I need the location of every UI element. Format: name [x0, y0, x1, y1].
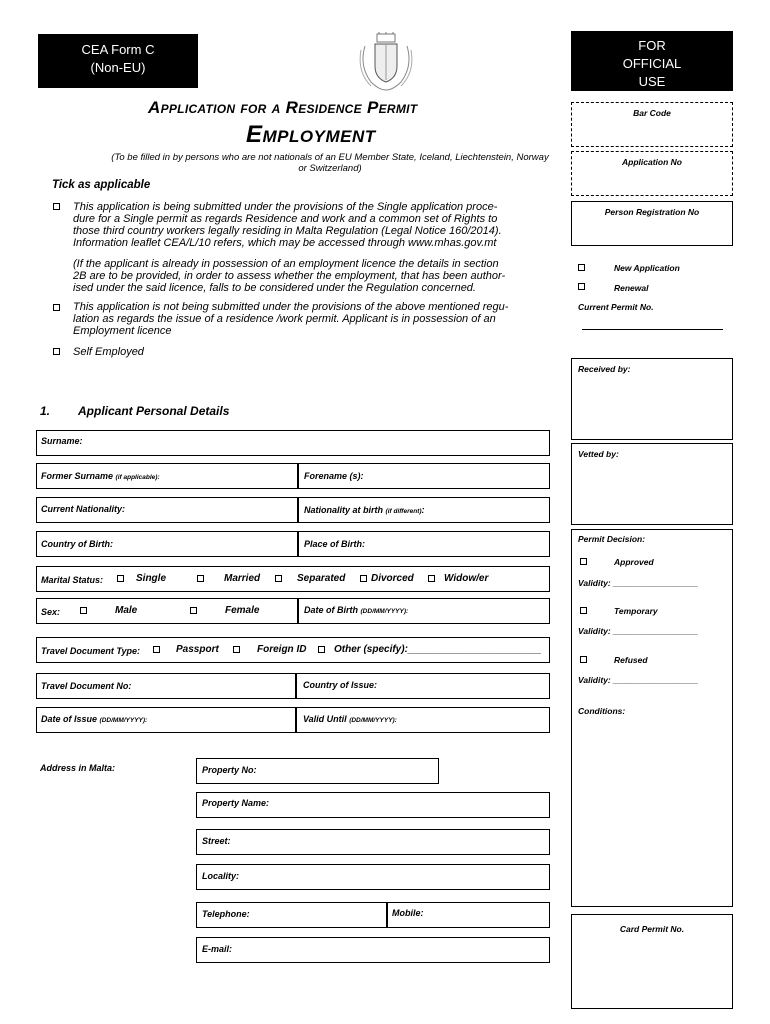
renewal-checkbox[interactable] [578, 283, 585, 290]
if-applicable-note: (if applicable): [115, 474, 160, 481]
former-surname-label [41, 471, 160, 481]
sex-label: Sex: [41, 607, 61, 617]
tick-option1-line4: Information leaflet CEA/L/10 refers, which may be accessed through www.mhas.gov.mt [73, 237, 497, 249]
valid-until-field[interactable] [296, 707, 550, 733]
current-permit-line[interactable] [582, 329, 723, 330]
title-line2: Employment [246, 121, 376, 148]
bar-code-box [571, 102, 733, 147]
tick-option2-text [73, 301, 553, 337]
divorced-label: Divorced [371, 573, 414, 584]
country-birth-label: Country of Birth: [41, 539, 113, 549]
current-nationality-label: Current Nationality: [41, 504, 126, 514]
valid-until-text: Valid Until [303, 714, 347, 724]
renewal-label: Renewal [614, 283, 649, 293]
female-checkbox[interactable] [190, 607, 197, 614]
official-line2: OFFICIAL [622, 56, 682, 71]
permit-decision-box [571, 529, 733, 907]
locality-field[interactable] [196, 864, 550, 890]
person-reg-no-label: Person Registration No [604, 207, 700, 217]
new-application-checkbox[interactable] [578, 264, 585, 271]
widow-checkbox[interactable] [428, 575, 435, 582]
nationality-birth-field[interactable] [298, 497, 550, 523]
single-label: Single [136, 573, 167, 584]
temporary-validity: Validity: __________________ [578, 626, 699, 636]
card-permit-label: Card Permit No. [619, 924, 685, 934]
tick-note-line3: ised under the said licence, falls to be considered under the Regulation concerned. [73, 282, 476, 294]
nationality-birth-label: Nationality at birth (if different): [304, 505, 425, 515]
divorced-checkbox[interactable] [360, 575, 367, 582]
surname-field[interactable] [36, 430, 550, 456]
mobile-label: Mobile: [392, 908, 424, 918]
property-name-label: Property Name: [202, 798, 270, 808]
current-nationality-field[interactable] [36, 497, 298, 523]
surname-label: Surname: [41, 436, 83, 446]
email-field[interactable] [196, 937, 550, 963]
approved-checkbox[interactable] [580, 558, 587, 565]
current-permit-label: Current Permit No. [578, 302, 654, 312]
official-use-box [571, 31, 733, 91]
subtitle-line2: or Switzerland) [298, 163, 362, 174]
section1-title: Applicant Personal Details [78, 404, 230, 418]
foreign-id-label: Foreign ID [257, 644, 307, 655]
permit-decision-label: Permit Decision: [578, 534, 646, 544]
street-label: Street: [202, 836, 231, 846]
tick-option2-checkbox[interactable] [53, 304, 60, 311]
tick-option1-text [73, 201, 553, 249]
male-checkbox[interactable] [80, 607, 87, 614]
refused-label: Refused [614, 655, 648, 665]
telephone-field[interactable] [196, 902, 387, 928]
nationality-birth-text: Nationality at birth [304, 505, 384, 515]
official-line1: FOR [638, 38, 666, 53]
valid-until-label [303, 714, 397, 724]
official-line3: USE [638, 74, 666, 89]
new-application-label: New Application [614, 263, 680, 273]
application-no-label: Application No [622, 157, 682, 167]
dob-text: Date of Birth [304, 605, 358, 615]
female-label: Female [225, 605, 260, 616]
travel-doc-no-label: Travel Document No: [41, 681, 132, 691]
country-issue-field[interactable] [296, 673, 550, 699]
person-reg-no-box [571, 201, 733, 246]
received-by-label: Received by: [578, 364, 631, 374]
email-label: E-mail: [202, 944, 233, 954]
tick-option2-line2: lation as regards the issue of a residence /work permit. Applicant is in possession of an [73, 313, 496, 325]
separated-label: Separated [297, 573, 346, 584]
form-code-line1: CEA Form C [81, 42, 155, 57]
date-issue-label [41, 714, 147, 724]
tick-option2-line3: Employment licence [73, 325, 172, 337]
place-birth-label: Place of Birth: [304, 539, 366, 549]
if-different-note: (if different) [385, 508, 422, 515]
form-code-box [38, 34, 198, 88]
tick-heading: Tick as applicable [52, 179, 151, 191]
tick-option2-line1: This application is not being submitted under the provisions of the above mentioned regu- [73, 301, 509, 313]
property-no-field[interactable] [196, 758, 439, 784]
tick-note-line1: (If the applicant is already in possession of an employment licence the details in section [73, 258, 499, 270]
married-checkbox[interactable] [197, 575, 204, 582]
travel-doc-type-field [36, 637, 550, 663]
male-label: Male [115, 605, 138, 616]
forename-field[interactable] [298, 463, 550, 489]
date-issue-text: Date of Issue [41, 714, 98, 724]
single-checkbox[interactable] [117, 575, 124, 582]
travel-doc-no-field[interactable] [36, 673, 296, 699]
subtitle-line1: (To be filled in by persons who are not nationals of an EU Member State, Iceland, Liechtenstein, Norway [111, 152, 549, 163]
conditions-label: Conditions: [578, 706, 626, 716]
travel-doc-type-label: Travel Document Type: [41, 646, 141, 656]
locality-label: Locality: [202, 871, 240, 881]
dob-format: (DD/MM/YYYY): [360, 608, 409, 615]
address-malta-label: Address in Malta: [40, 763, 116, 773]
tick-note-line2: 2B are to be provided, in order to assess whether the employment, that has been author- [73, 270, 506, 282]
self-employed-label: Self Employed [73, 346, 144, 358]
dob-label [304, 605, 408, 615]
temporary-label: Temporary [614, 606, 658, 616]
bar-code-label: Bar Code [633, 108, 671, 118]
marital-status-field [36, 566, 550, 592]
title-line1: Application for a Residence Permit [148, 98, 418, 117]
form-code-line2: (Non-EU) [90, 60, 146, 75]
street-field[interactable] [196, 829, 550, 855]
telephone-label: Telephone: [202, 909, 250, 919]
valid-until-format: (DD/MM/YYYY): [349, 717, 397, 724]
vetted-by-box [571, 443, 733, 525]
country-birth-field[interactable] [36, 531, 298, 557]
mobile-field[interactable] [387, 902, 550, 928]
refused-validity: Validity: __________________ [578, 675, 699, 685]
approved-label: Approved [614, 557, 654, 567]
refused-checkbox[interactable] [580, 656, 587, 663]
place-birth-field[interactable] [298, 531, 550, 557]
tick-option1-checkbox[interactable] [53, 203, 60, 210]
former-surname-text: Former Surname [41, 471, 114, 481]
application-no-box [571, 151, 733, 196]
forename-label: Forename (s): [304, 471, 364, 481]
date-issue-format: (DD/MM/YYYY): [99, 717, 148, 724]
card-permit-box [571, 914, 733, 1009]
separated-checkbox[interactable] [275, 575, 282, 582]
dob-field[interactable] [298, 598, 550, 624]
property-name-field[interactable] [196, 792, 550, 818]
received-by-box [571, 358, 733, 440]
approved-validity: Validity: __________________ [578, 578, 699, 588]
temporary-checkbox[interactable] [580, 607, 587, 614]
foreign-id-checkbox[interactable] [233, 646, 240, 653]
passport-checkbox[interactable] [153, 646, 160, 653]
passport-label: Passport [176, 644, 219, 655]
date-issue-field[interactable] [36, 707, 296, 733]
other-checkbox[interactable] [318, 646, 325, 653]
tick-option1-line2: dure for a Single permit as regards Residence and work and a common set of Rights to [73, 213, 498, 225]
section1-number: 1. [40, 404, 51, 418]
married-label: Married [224, 573, 261, 584]
former-surname-field[interactable] [36, 463, 298, 489]
sex-field [36, 598, 298, 624]
widow-label: Widow/er [444, 573, 489, 584]
coat-of-arms-emblem [355, 32, 417, 94]
property-no-label: Property No: [202, 765, 257, 775]
marital-status-label: Marital Status: [41, 575, 104, 585]
tick-option1-line3: those third country workers legally residing in Malta Regulation (Legal Notice 160/2014). [73, 225, 502, 237]
tick-option1-line1: This application is being submitted under the provisions of the Single application proce- [73, 201, 498, 213]
other-label: Other (specify):________________________ [334, 644, 542, 655]
country-issue-label: Country of Issue: [303, 680, 378, 690]
tick-note-text [73, 258, 553, 294]
self-employed-checkbox[interactable] [53, 348, 60, 355]
vetted-by-label: Vetted by: [578, 449, 619, 459]
subtitle [60, 152, 600, 174]
